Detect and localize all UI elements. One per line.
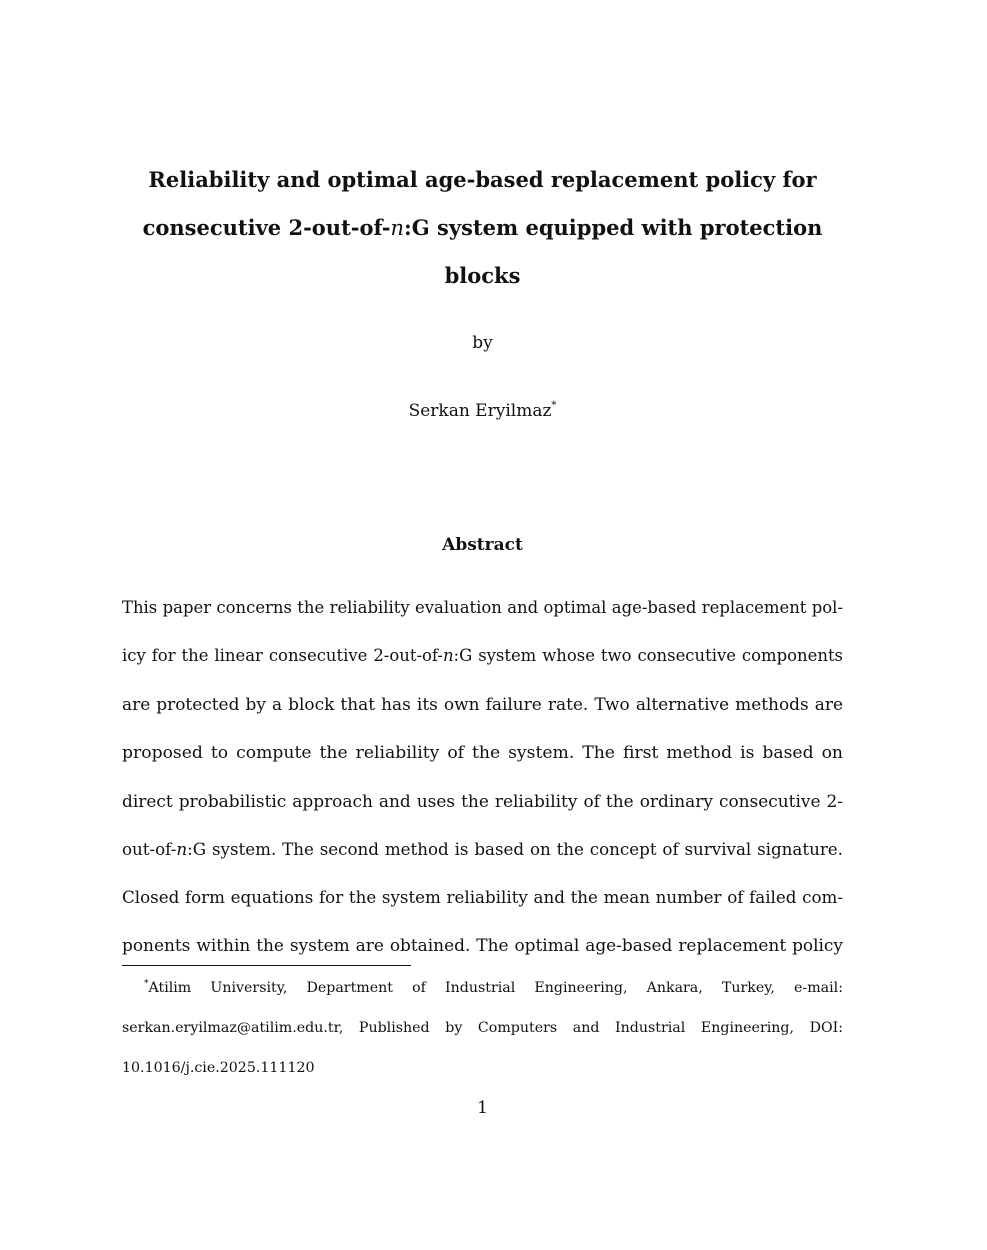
abstract-line: This paper concerns the reliability evaluation and optimal age-based replacement pol- <box>122 598 843 617</box>
abstract-line: direct probabilistic approach and uses the reliability of the ordinary consecutive 2- <box>122 790 843 811</box>
title-line: Reliability and optimal age-based replacement policy for <box>148 167 817 192</box>
math-variable-n: n <box>442 646 454 666</box>
footnote-mark: * <box>144 979 149 989</box>
paper-title <box>122 156 843 300</box>
abstract-line: icy for the linear consecutive 2-out-of-n:G system whose two consecutive components <box>122 646 843 666</box>
abstract-body <box>122 584 843 970</box>
author-footnote-mark: * <box>551 400 557 411</box>
page-number: 1 <box>477 1098 488 1118</box>
math-variable-n: n <box>390 216 405 240</box>
abstract-line: Closed form equations for the system reliability and the mean number of failed com- <box>122 887 843 908</box>
abstract-line: proposed to compute the reliability of the system. The first method is based on <box>122 742 843 763</box>
abstract-line: are protected by a block that has its own failure rate. Two alternative methods are <box>122 694 843 715</box>
byline: by <box>472 333 493 353</box>
math-variable-n: n <box>176 838 188 859</box>
abstract-heading: Abstract <box>442 535 523 555</box>
author-name: Serkan Eryilmaz <box>408 401 552 421</box>
footnote-line <box>122 964 843 1008</box>
title-line: consecutive 2-out-of-n:G system equipped with protection <box>142 215 823 240</box>
footnote-line: serkan.eryilmaz@atilim.edu.tr, Published by Computers and Industrial Engineering, DOI: <box>122 1020 843 1036</box>
footnote-text: Atilim University, Department of Industrial Engineering, Ankara, Turkey, e-mail: <box>148 980 843 996</box>
author <box>122 400 843 421</box>
footnote-line: 10.1016/j.cie.2025.111120 <box>122 1060 315 1076</box>
title-line: blocks <box>444 263 521 288</box>
abstract-line: out-of-n:G system. The second method is based on the concept of survival signature. <box>122 838 843 859</box>
abstract-line: ponents within the system are obtained. The optimal age-based replacement policy <box>122 935 843 956</box>
footnote <box>122 964 843 1088</box>
